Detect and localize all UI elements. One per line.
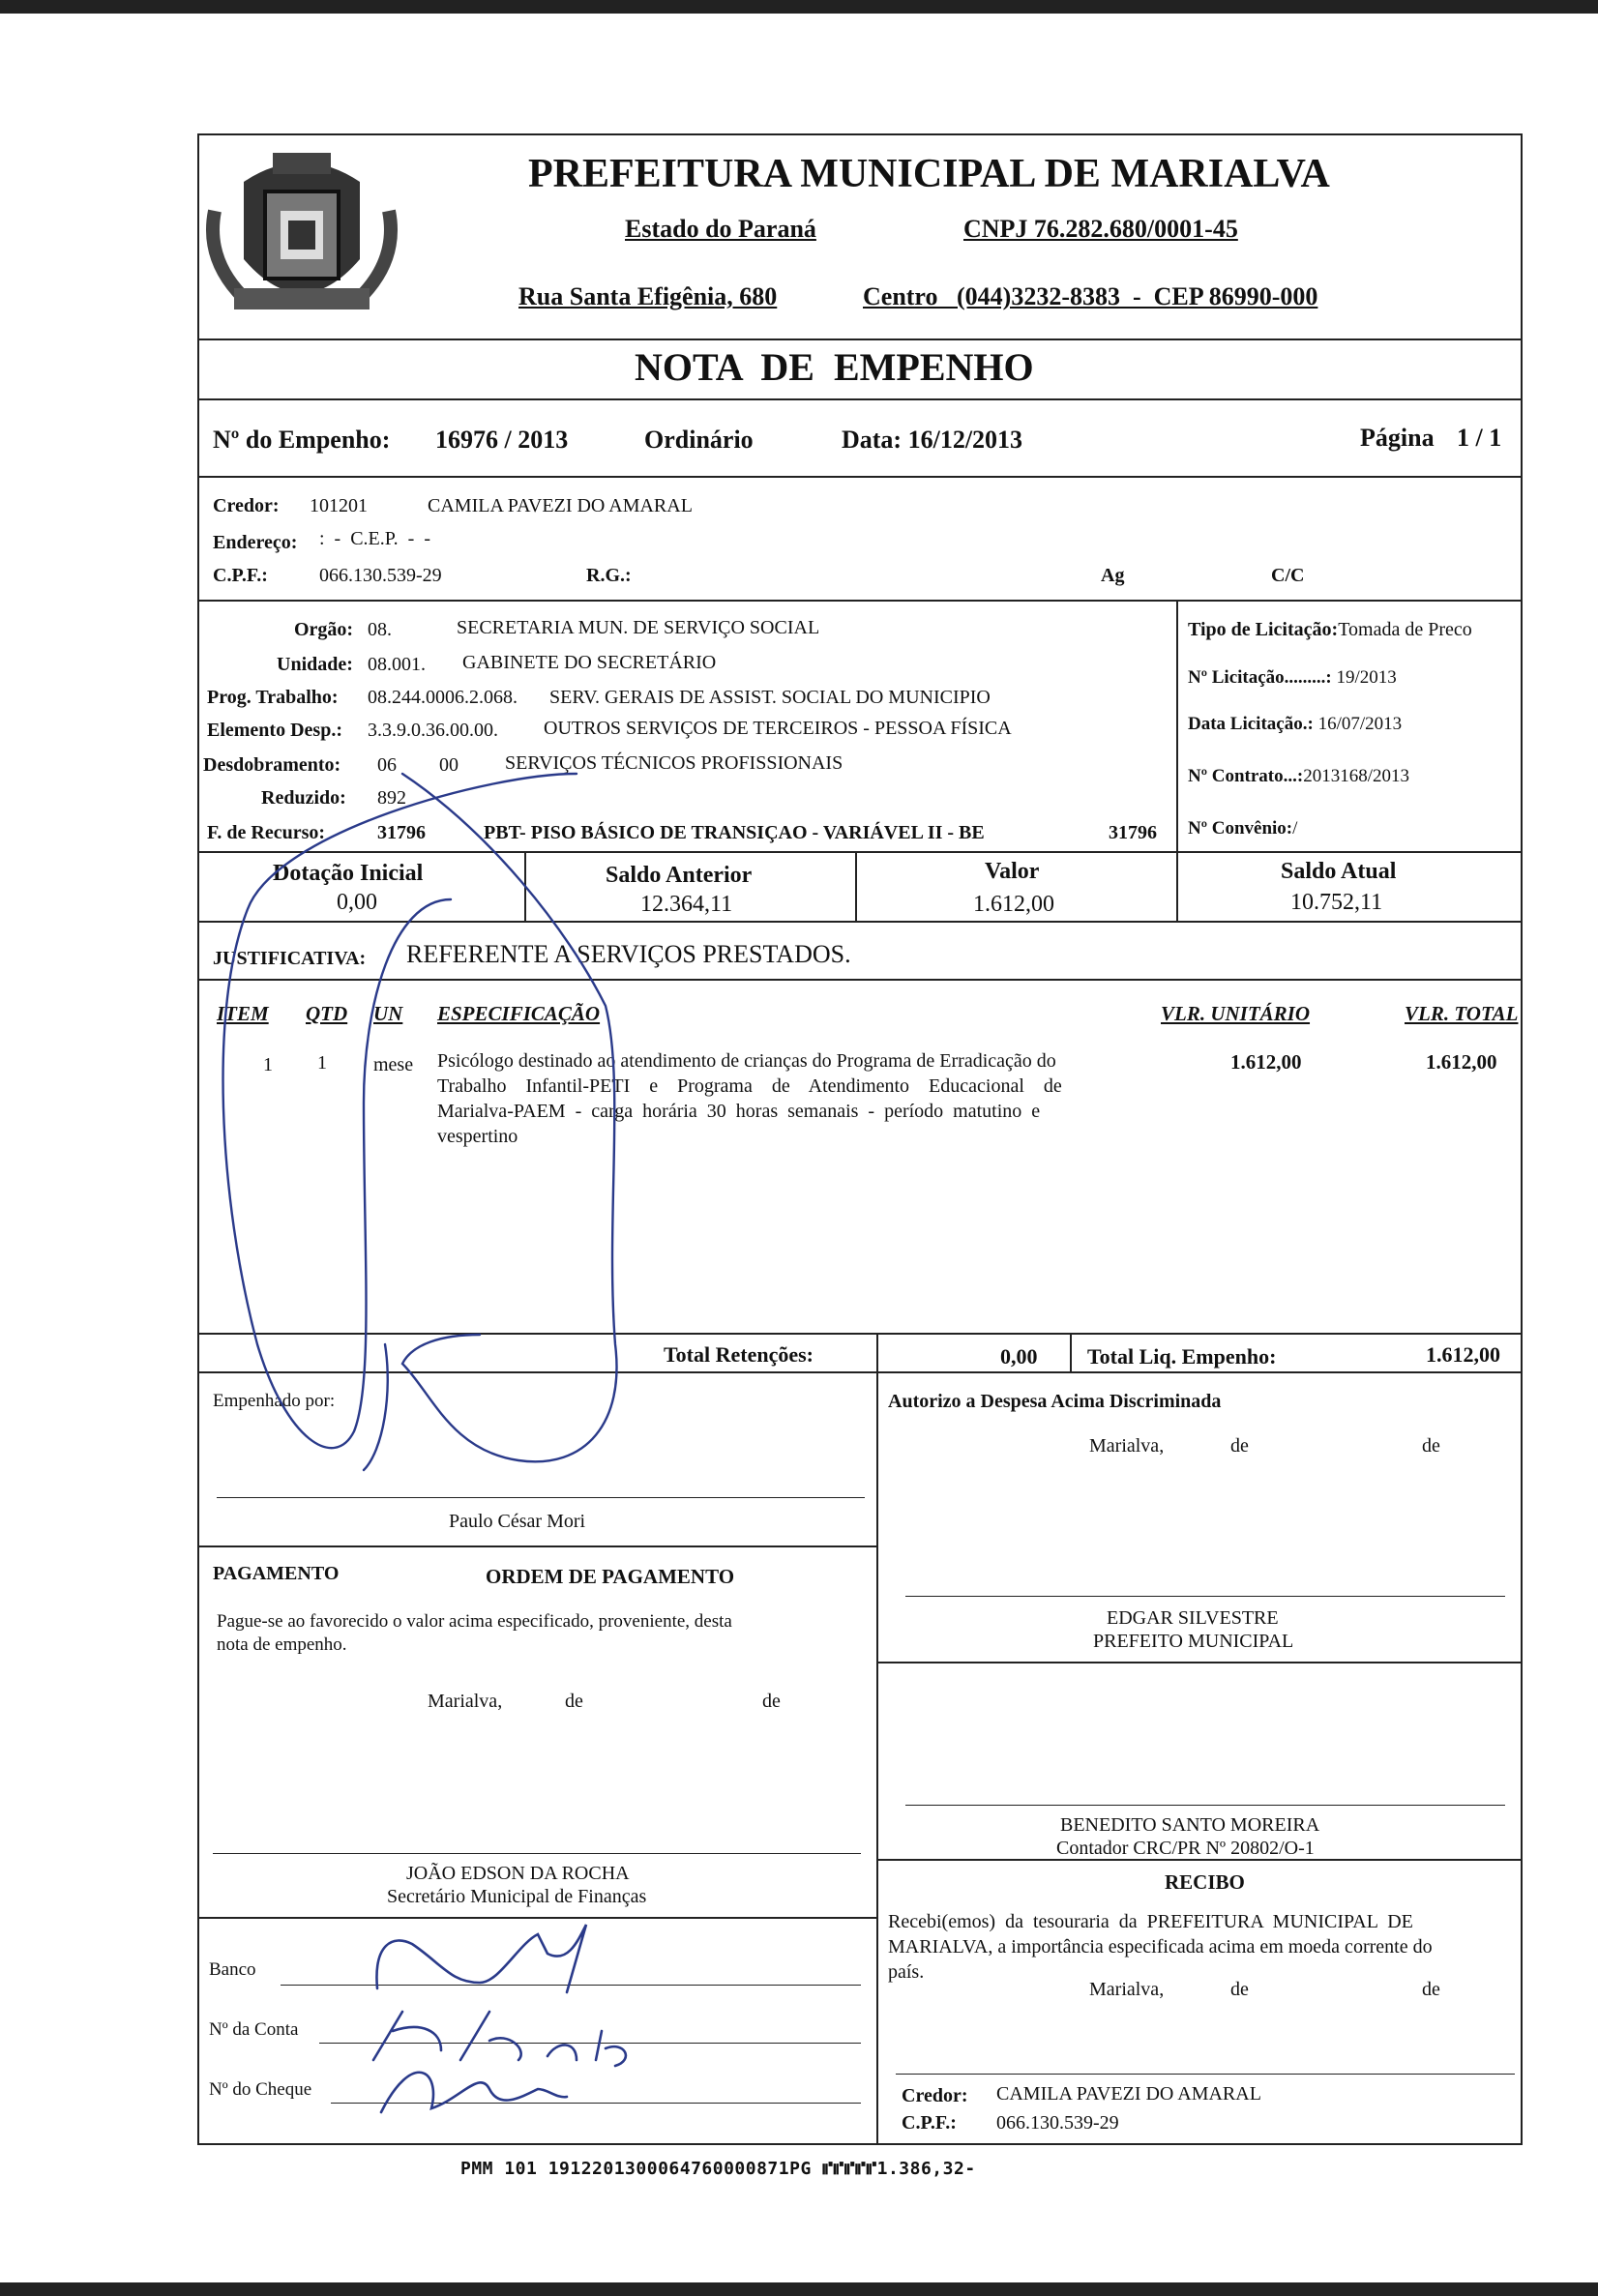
saldo-anterior-label: Saldo Anterior bbox=[606, 863, 753, 888]
desdobramento-name: SERVIÇOS TÉCNICOS PROFISSIONAIS bbox=[505, 752, 843, 774]
recibo-title: RECIBO bbox=[1165, 1870, 1245, 1894]
recibo-cpf-value: 066.130.539-29 bbox=[996, 2112, 1119, 2134]
secretario-name: JOÃO EDSON DA ROCHA bbox=[406, 1863, 630, 1884]
recibo-text: país. bbox=[888, 1961, 925, 1983]
fonte-recurso-label: F. de Recurso: bbox=[207, 822, 326, 843]
dotacao-inicial-label: Dotação Inicial bbox=[273, 861, 424, 886]
contador-title: Contador CRC/PR Nº 20802/O-1 bbox=[1056, 1838, 1315, 1859]
numero-convenio-value: / bbox=[1292, 818, 1298, 839]
numero-contrato-label: Nº Contrato...: bbox=[1188, 766, 1304, 786]
desdobramento-sub: 00 bbox=[439, 754, 459, 776]
prefeito-name: EDGAR SILVESTRE bbox=[1107, 1607, 1279, 1629]
autorizo-place: Marialva, bbox=[1089, 1435, 1165, 1457]
cnpj-label: CNPJ 76.282.680/0001-45 bbox=[963, 215, 1238, 243]
row-spec-line: vespertino bbox=[437, 1126, 518, 1147]
prog-trabalho-code: 08.244.0006.2.068. bbox=[368, 687, 518, 708]
cpf-label: C.P.F.: bbox=[213, 565, 268, 586]
row-item: 1 bbox=[263, 1054, 273, 1075]
tipo-licitacao-label: Tipo de Licitação: bbox=[1188, 619, 1339, 640]
row-qtd: 1 bbox=[317, 1052, 327, 1074]
secretario-title: Secretário Municipal de Finanças bbox=[387, 1886, 647, 1907]
reduzido-value: 892 bbox=[377, 787, 406, 809]
cpf-value: 066.130.539-29 bbox=[319, 565, 442, 586]
nota-de-empenho-form bbox=[197, 133, 1523, 2145]
address-label: Endereço: bbox=[213, 532, 298, 553]
col-header-especificacao: ESPECIFICAÇÃO bbox=[437, 1002, 601, 1025]
address-contact: Centro (044)3232-8383 - CEP 86990-000 bbox=[863, 282, 1318, 310]
valor-value: 1.612,00 bbox=[973, 892, 1054, 917]
total-retencoes-label: Total Retenções: bbox=[664, 1342, 814, 1367]
state-label: Estado do Paraná bbox=[625, 215, 816, 243]
recibo-cpf-label: C.P.F.: bbox=[902, 2112, 957, 2134]
reduzido-label: Reduzido: bbox=[261, 787, 346, 809]
col-header-un: UN bbox=[373, 1002, 403, 1025]
page-label: Página bbox=[1360, 424, 1435, 452]
recibo-text: MARIALVA, a importância especificada acima em moeda corrente do bbox=[888, 1936, 1433, 1957]
saldo-anterior-value: 12.364,11 bbox=[640, 892, 733, 917]
micr-code-line: PMM 101 1912201300064760000871PG ⑈⑈⑈⑈⑈1.386,32- bbox=[460, 2159, 976, 2179]
recibo-de: de bbox=[1422, 1979, 1440, 2000]
prefeito-title: PREFEITO MUNICIPAL bbox=[1093, 1631, 1294, 1652]
col-header-vlr-total: VLR. TOTAL bbox=[1405, 1002, 1519, 1025]
col-header-qtd: QTD bbox=[306, 1002, 348, 1025]
autorizo-de: de bbox=[1230, 1435, 1249, 1457]
credor-code: 101201 bbox=[310, 495, 368, 516]
col-header-vlr-unitario: VLR. UNITÁRIO bbox=[1161, 1002, 1311, 1025]
fonte-recurso-code: 31796 bbox=[377, 822, 426, 843]
orgao-name: SECRETARIA MUN. DE SERVIÇO SOCIAL bbox=[457, 617, 820, 638]
empenho-number: 16976 / 2013 bbox=[435, 426, 569, 454]
pen-annotations-drawing bbox=[199, 135, 1521, 2143]
orgao-label: Orgão: bbox=[294, 619, 354, 640]
autorizo-de: de bbox=[1422, 1435, 1440, 1457]
credor-name: CAMILA PAVEZI DO AMARAL bbox=[428, 495, 693, 516]
unidade-name: GABINETE DO SECRETÁRIO bbox=[462, 652, 717, 673]
conta-label: Nº da Conta bbox=[209, 2019, 299, 2040]
elemento-code: 3.3.9.0.36.00.00. bbox=[368, 720, 498, 741]
empenhado-por-name: Paulo César Mori bbox=[449, 1511, 586, 1532]
numero-convenio-label: Nº Convênio: bbox=[1188, 818, 1293, 839]
pagamento-place: Marialva, bbox=[428, 1691, 503, 1712]
desdobramento-label: Desdobramento: bbox=[203, 754, 341, 776]
credor-label: Credor: bbox=[213, 495, 280, 516]
justificativa-text: REFERENTE A SERVIÇOS PRESTADOS. bbox=[406, 940, 851, 968]
empenho-date: Data: 16/12/2013 bbox=[842, 426, 1023, 454]
saldo-atual-value: 10.752,11 bbox=[1290, 890, 1383, 915]
row-spec-line: Trabalho Infantil-PETI e Programa de Atendimento Educacional de bbox=[437, 1075, 1062, 1097]
total-liq-empenho-value: 1.612,00 bbox=[1426, 1342, 1500, 1367]
municipality-title: PREFEITURA MUNICIPAL DE MARIALVA bbox=[528, 152, 1330, 196]
pagamento-de: de bbox=[565, 1691, 583, 1712]
tipo-licitacao-value: Tomada de Preco bbox=[1338, 619, 1472, 640]
recibo-de: de bbox=[1230, 1979, 1249, 2000]
recibo-credor-label: Credor: bbox=[902, 2085, 968, 2106]
orgao-code: 08. bbox=[368, 619, 392, 640]
row-vlr-unitario: 1.612,00 bbox=[1230, 1050, 1302, 1074]
fonte-recurso-code-2: 31796 bbox=[1109, 822, 1157, 843]
recibo-credor-name: CAMILA PAVEZI DO AMARAL bbox=[996, 2083, 1261, 2105]
recibo-text: Recebi(emos) da tesouraria da PREFEITURA MUNICIPAL DE bbox=[888, 1911, 1413, 1932]
agency-label: Ag bbox=[1101, 565, 1125, 586]
scan-top-border bbox=[0, 0, 1598, 14]
total-retencoes-value: 0,00 bbox=[1000, 1344, 1038, 1369]
page-number: 1 / 1 bbox=[1457, 424, 1502, 452]
empenhado-por-label: Empenhado por: bbox=[213, 1391, 336, 1411]
dotacao-inicial-value: 0,00 bbox=[337, 890, 377, 915]
row-spec-line: Psicólogo destinado ao atendimento de crianças do Programa de Erradicação do bbox=[437, 1050, 1056, 1072]
recibo-place: Marialva, bbox=[1089, 1979, 1165, 2000]
elemento-label: Elemento Desp.: bbox=[207, 720, 342, 741]
row-un: mese bbox=[373, 1054, 414, 1075]
pagamento-de: de bbox=[762, 1691, 781, 1712]
fonte-recurso-name: PBT- PISO BÁSICO DE TRANSIÇAO - VARIÁVEL II - BE bbox=[484, 822, 985, 843]
justificativa-label: JUSTIFICATIVA: bbox=[213, 948, 367, 969]
saldo-atual-label: Saldo Atual bbox=[1281, 859, 1397, 884]
total-liq-empenho-label: Total Liq. Empenho: bbox=[1087, 1344, 1277, 1369]
col-header-item: ITEM bbox=[217, 1002, 269, 1025]
ordem-pagamento-title: ORDEM DE PAGAMENTO bbox=[486, 1565, 735, 1588]
empenho-number-label: Nº do Empenho: bbox=[213, 426, 391, 454]
street-address: Rua Santa Efigênia, 680 bbox=[518, 282, 778, 310]
scan-bottom-border bbox=[0, 2282, 1598, 2296]
elemento-name: OUTROS SERVIÇOS DE TERCEIROS - PESSOA FÍSICA bbox=[544, 718, 1012, 739]
pagamento-title: PAGAMENTO bbox=[213, 1563, 340, 1584]
desdobramento-code: 06 bbox=[377, 754, 397, 776]
empenho-type: Ordinário bbox=[644, 426, 754, 454]
cheque-label: Nº do Cheque bbox=[209, 2079, 312, 2100]
prog-trabalho-name: SERV. GERAIS DE ASSIST. SOCIAL DO MUNICIPIO bbox=[549, 687, 991, 708]
pague-se-text: nota de empenho. bbox=[217, 1634, 347, 1655]
unidade-code: 08.001. bbox=[368, 654, 426, 675]
address-value: : - C.E.P. - - bbox=[319, 528, 430, 549]
unidade-label: Unidade: bbox=[277, 654, 353, 675]
numero-licitacao-label: Nº Licitação.........: bbox=[1188, 667, 1332, 688]
valor-label: Valor bbox=[985, 859, 1040, 884]
account-label: C/C bbox=[1271, 565, 1305, 586]
data-licitacao-label: Data Licitação.: bbox=[1188, 714, 1314, 734]
pague-se-text: Pague-se ao favorecido o valor acima especificado, proveniente, desta bbox=[217, 1611, 732, 1632]
contador-name: BENEDITO SANTO MOREIRA bbox=[1060, 1814, 1320, 1836]
autorizo-despesa-label: Autorizo a Despesa Acima Discriminada bbox=[888, 1391, 1222, 1412]
numero-licitacao-value: 19/2013 bbox=[1336, 667, 1397, 688]
prog-trabalho-label: Prog. Trabalho: bbox=[207, 687, 339, 708]
banco-label: Banco bbox=[209, 1959, 256, 1980]
row-spec-line: Marialva-PAEM - carga horária 30 horas semanais - período matutino e bbox=[437, 1101, 1041, 1122]
document-title: NOTA DE EMPENHO bbox=[635, 345, 1034, 389]
numero-contrato-value: 2013168/2013 bbox=[1303, 766, 1409, 786]
rg-label: R.G.: bbox=[586, 565, 632, 586]
data-licitacao-value: 16/07/2013 bbox=[1317, 714, 1403, 734]
row-vlr-total: 1.612,00 bbox=[1426, 1050, 1497, 1074]
